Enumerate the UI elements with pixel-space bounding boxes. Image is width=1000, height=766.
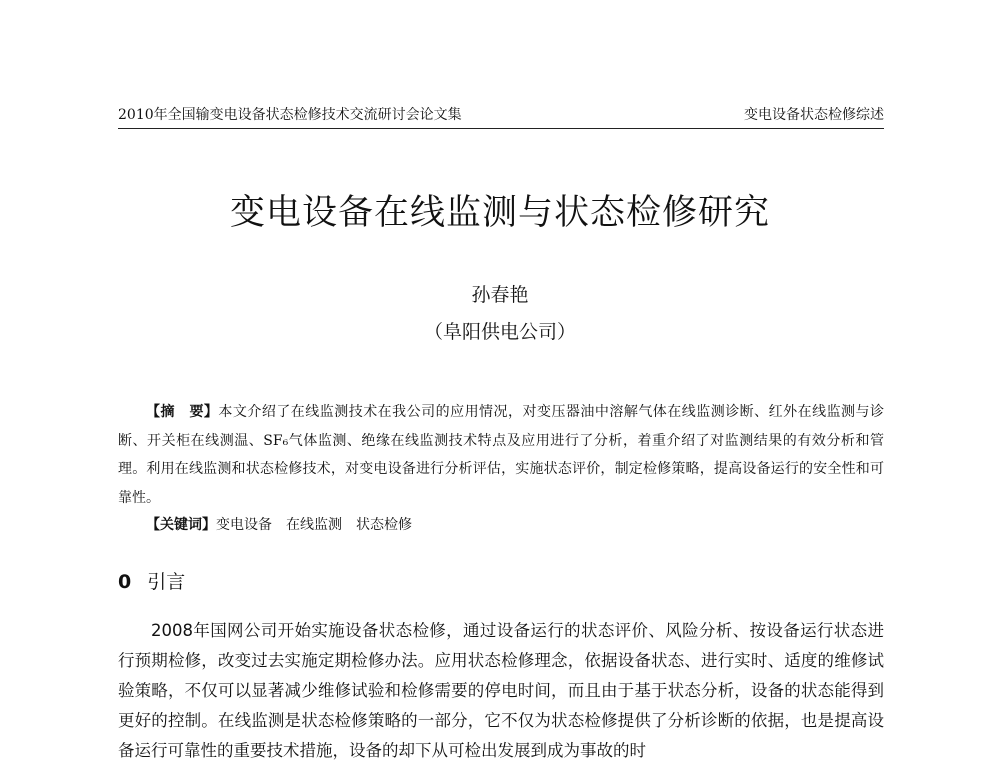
- section-heading: [118, 568, 185, 596]
- keyword-item: 变电设备: [216, 517, 272, 533]
- section-title: 引言: [147, 571, 186, 593]
- keyword-item: 在线监测: [286, 517, 342, 533]
- abstract-label: 【摘 要】: [146, 404, 219, 420]
- keywords-block: [118, 512, 884, 538]
- section-number: 0: [118, 571, 132, 593]
- paper-author: 孙春艳: [471, 284, 529, 306]
- paper-title: 变电设备在线监测与状态检修研究: [229, 193, 770, 233]
- running-header: [118, 104, 884, 129]
- keywords-label: 【关键词】: [146, 517, 216, 533]
- body-paragraph: 2008年国网公司开始实施设备状态检修，通过设备运行的状态评价、风险分析、按设备运行状态进行预期检修，改变过去实施定期检修办法。应用状态检修理念，依据设备状态、进行实时、适度的维修试验策略，不仅可以显著减少维修试验和检修需要的停电时间，而且由于基于状态分析，设备的状态能得到更好的控制。在线监测是状态检修策略的一部分，它不仅为状态检修提供了分析诊断的依据，也是提高设备运行可靠性的重要技术措施，设备的却下从可检出发展到成为事故的时: [118, 621, 884, 760]
- abstract-text: 本文介绍了在线监测技术在我公司的应用情况，对变压器油中溶解气体在线监测诊断、红外在线监测与诊断、开关柜在线测温、SF₆气体监测、绝缘在线监测技术特点及应用进行了分析，着重介绍了对监测结果的有效分析和管理。利用在线监测和状态检修技术，对变电设备进行分析评估，实施状态评价，制定检修策略，提高设备运行的安全性和可靠性。: [118, 404, 885, 506]
- header-proceedings-title: 2010年全国输变电设备状态检修技术交流研讨会论文集: [118, 107, 462, 123]
- abstract-block: [118, 398, 884, 512]
- keyword-item: 状态检修: [356, 517, 412, 533]
- body-text: [118, 616, 884, 766]
- header-section-title: 变电设备状态检修综述: [744, 107, 884, 123]
- paper-affiliation: （阜阳供电公司）: [423, 321, 576, 343]
- abstract-paragraph: [118, 398, 884, 512]
